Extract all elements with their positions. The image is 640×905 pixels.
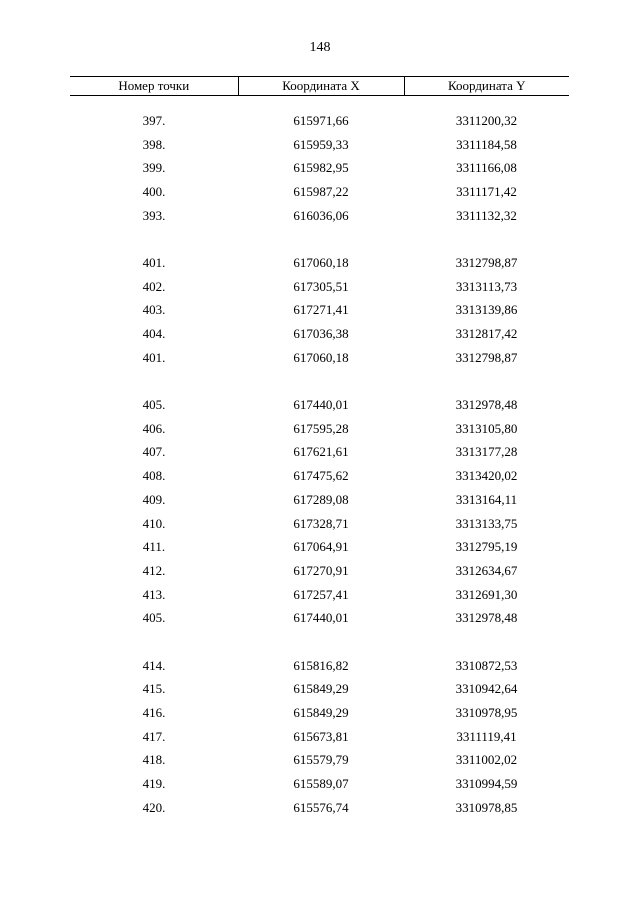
point-number-cell: 399. [142,160,166,176]
coordinate-y-cell: 3310942,64 [455,681,518,697]
coordinate-x-cell: 617064,91 [293,539,349,555]
table-row [70,488,569,512]
table-row [70,772,569,796]
point-number-cell: 408. [142,468,166,484]
coordinate-y-cell: 3310872,53 [455,657,518,673]
group-separator [70,370,569,394]
point-number-cell: 420. [142,799,166,815]
coordinate-x-cell: 615673,81 [293,728,349,744]
table-row [70,275,569,299]
coordinate-x-cell: 616036,06 [293,207,349,223]
table-row [70,204,569,228]
table-row [70,559,569,583]
coordinate-x-cell: 617270,91 [293,562,349,578]
coordinate-y-cell: 3310978,95 [455,705,518,721]
coordinate-x-cell: 615959,33 [293,136,349,152]
coordinate-y-cell: 3313164,11 [455,491,518,507]
point-number-cell: 401. [142,254,166,270]
table-row [70,749,569,773]
coordinate-x-cell: 617271,41 [293,302,349,318]
coordinate-y-cell: 3312798,87 [455,349,518,365]
point-number-cell: 403. [142,302,166,318]
table-row [70,180,569,204]
coordinate-x-cell: 615849,29 [293,681,349,697]
coordinate-x-cell: 615579,79 [293,752,349,768]
table-row [70,606,569,630]
table-row [70,441,569,465]
coordinate-x-cell: 617621,61 [293,444,349,460]
point-number-cell: 414. [142,657,166,673]
point-number-cell: 409. [142,491,166,507]
coordinate-x-cell: 615849,29 [293,705,349,721]
coordinate-y-cell: 3312978,48 [455,397,518,413]
coordinate-x-cell: 617475,62 [293,468,349,484]
point-number-cell: 412. [142,562,166,578]
point-number-cell: 418. [142,752,166,768]
table-row [70,156,569,180]
coordinate-y-cell: 3312817,42 [455,326,518,342]
coordinate-x-cell: 617440,01 [293,397,349,413]
point-number-cell: 406. [142,420,166,436]
point-number-cell: 397. [142,112,166,128]
coordinate-x-cell: 615971,66 [293,112,349,128]
point-number-cell: 407. [142,444,166,460]
coordinate-x-cell: 617060,18 [293,254,349,270]
coordinate-y-cell: 3312691,30 [455,586,518,602]
point-number-cell: 404. [142,326,166,342]
point-number-cell: 410. [142,515,166,531]
coordinate-x-cell: 617305,51 [293,278,349,294]
coordinate-x-cell: 617060,18 [293,349,349,365]
header-row [70,77,569,96]
point-number-cell: 398. [142,136,166,152]
point-number-cell: 405. [142,397,166,413]
table-row [70,796,569,820]
table-row [70,322,569,346]
coordinate-y-cell: 3313177,28 [455,444,518,460]
table-row [70,535,569,559]
header-point-number: Номер точки [70,77,238,96]
coordinate-y-cell: 3311132,32 [456,207,517,223]
coordinate-y-cell: 3312634,67 [455,562,518,578]
point-number-cell: 400. [142,183,166,199]
table-row [70,299,569,323]
coordinate-y-cell: 3313105,80 [455,420,518,436]
point-number-cell: 416. [142,705,166,721]
table-row [70,678,569,702]
header-coordinate-x: Координата X [238,77,404,96]
table-row [70,464,569,488]
coordinate-y-cell: 3313113,73 [455,278,518,294]
coordinate-y-cell: 3312798,87 [455,254,518,270]
point-number-cell: 402. [142,278,166,294]
coordinate-y-cell: 3312978,48 [455,610,518,626]
coordinate-x-cell: 617257,41 [293,586,349,602]
point-number-cell: 415. [142,681,166,697]
coordinate-y-cell: 3311171,42 [456,183,517,199]
table-row [70,251,569,275]
table-row [70,393,569,417]
coordinate-x-cell: 617328,71 [293,515,349,531]
point-number-cell: 405. [142,610,166,626]
coordinate-y-cell: 3313139,86 [455,302,518,318]
coordinate-y-cell: 3313420,02 [455,468,518,484]
coordinate-y-cell: 3311166,08 [456,160,517,176]
point-number-cell: 411. [142,539,166,555]
group-separator [70,227,569,251]
coordinate-x-cell: 617036,38 [293,326,349,342]
page-number: 148 [309,40,331,55]
point-number-cell: 401. [142,349,166,365]
table-header [70,77,569,96]
table-body [70,96,569,820]
coordinates-table [70,76,569,820]
coordinate-x-cell: 615576,74 [293,799,349,815]
coordinate-y-cell: 3310994,59 [455,776,518,792]
point-number-cell: 393. [142,207,166,223]
table-spacer [70,96,569,110]
point-number-cell: 413. [142,586,166,602]
table-row [70,583,569,607]
coordinate-y-cell: 3311002,02 [455,752,518,768]
coordinate-x-cell: 615987,22 [293,183,349,199]
coordinate-y-cell: 3311184,58 [456,136,517,152]
table-row [70,417,569,441]
coordinate-x-cell: 615982,95 [293,160,349,176]
coordinate-y-cell: 3311119,41 [456,728,517,744]
coordinate-y-cell: 3312795,19 [455,539,518,555]
point-number-cell: 419. [142,776,166,792]
table-row [70,701,569,725]
coordinate-x-cell: 617440,01 [293,610,349,626]
table-row [70,133,569,157]
coordinate-x-cell: 617595,28 [293,420,349,436]
coordinate-x-cell: 615589,07 [293,776,349,792]
point-number-cell: 417. [142,728,166,744]
table-row [70,512,569,536]
coordinate-x-cell: 617289,08 [293,491,349,507]
header-coordinate-y: Координата Y [404,77,569,96]
table-row [70,346,569,370]
coordinate-x-cell: 615816,82 [293,657,349,673]
table-row [70,725,569,749]
table-row [70,109,569,133]
coordinate-y-cell: 3313133,75 [455,515,518,531]
table-row [70,654,569,678]
coordinate-y-cell: 3310978,85 [455,799,518,815]
coordinate-y-cell: 3311200,32 [455,112,518,128]
group-separator [70,630,569,654]
